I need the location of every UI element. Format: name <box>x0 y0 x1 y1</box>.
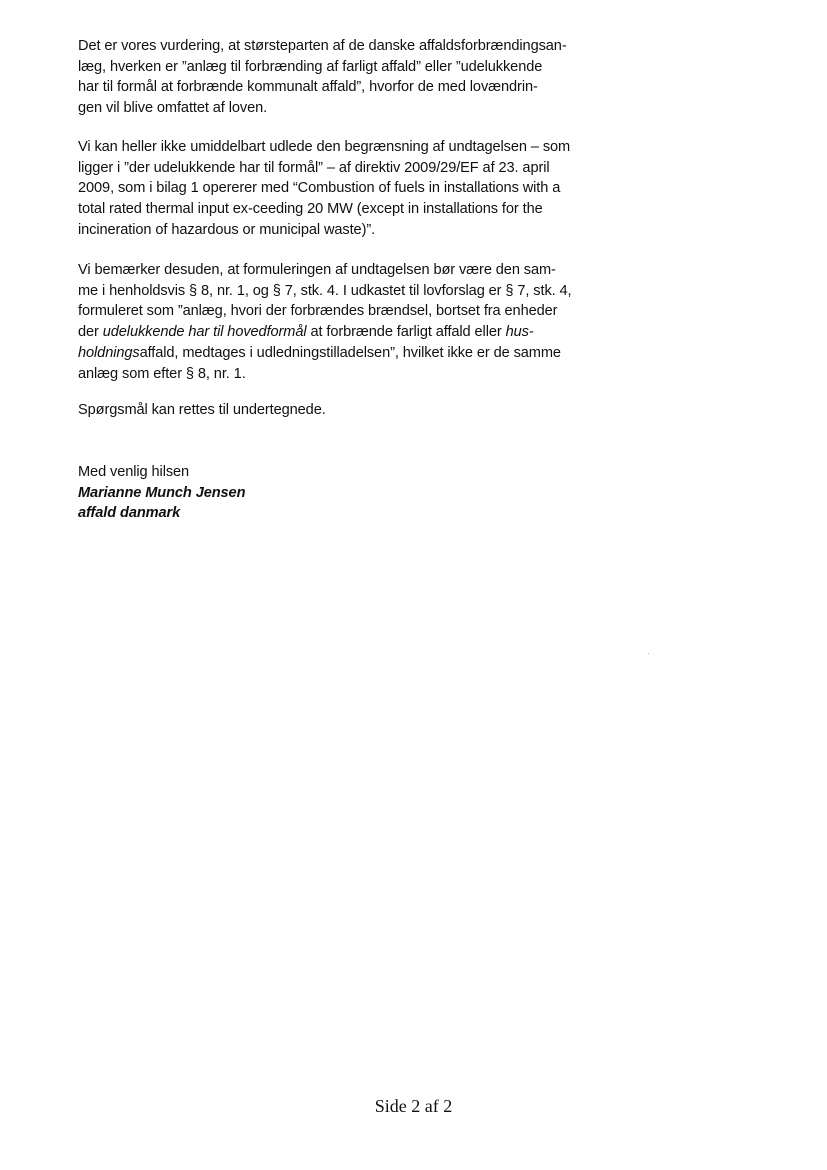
emphasis-text: holdnings <box>78 344 140 361</box>
signatory-organization: affald danmark <box>78 505 181 522</box>
paragraph-line: ligger i ”der udelukkende har til formål” – af direktiv 2009/29/EF af 23. april <box>78 159 550 176</box>
scan-artifact <box>648 653 649 654</box>
paragraph-line: total rated thermal input ex-ceeding 20 MW (except in installations for the <box>78 201 543 218</box>
paragraph-line: me i henholdsvis § 8, nr. 1, og § 7, stk. 4. I udkastet til lovforslag er § 7, stk. 4, <box>78 282 572 299</box>
paragraph-assessment <box>78 36 618 119</box>
closing-greeting: Med venlig hilsen <box>78 464 190 480</box>
paragraph-line: læg, hverken er ”anlæg til forbrænding af farligt affald” eller ”udelukkende <box>78 58 543 75</box>
paragraph-line: holdningsaffald, medtages i udledningstilladelsen”, hvilket ikke er de samme <box>78 344 561 361</box>
paragraph-line: har til formål at forbrænde kommunalt affald”, hvorfor de med lovændrin- <box>78 79 538 96</box>
paragraph-contact <box>78 400 618 421</box>
paragraph-line: anlæg som efter § 8, nr. 1. <box>78 365 246 382</box>
paragraph-wording <box>78 260 618 384</box>
paragraph-line: formuleret som ”anlæg, hvori der forbrændes brændsel, bortset fra enheder <box>78 303 558 320</box>
signature-block <box>78 462 618 524</box>
emphasis-text: hus- <box>505 324 534 341</box>
emphasis-text: udelukkende har til hovedformål <box>102 324 307 341</box>
paragraph-line: Vi kan heller ikke umiddelbart udlede den begrænsning af undtagelsen – som <box>78 139 571 155</box>
page-number: Side 2 af 2 <box>374 1096 453 1116</box>
paragraph-line: incineration of hazardous or municipal waste)”. <box>78 221 376 238</box>
paragraph-line: Det er vores vurdering, at størsteparten af de danske affaldsforbrændingsan- <box>78 38 567 54</box>
paragraph-line: gen vil blive omfattet af loven. <box>78 100 268 117</box>
paragraph-line: Spørgsmål kan rettes til undertegnede. <box>78 402 326 418</box>
paragraph-line: 2009, som i bilag 1 opererer med “Combustion of fuels in installations with a <box>78 180 561 197</box>
paragraph-directive <box>78 137 618 241</box>
paragraph-line: der udelukkende har til hovedformål at forbrænde farligt affald eller hus- <box>78 324 534 341</box>
paragraph-line: Vi bemærker desuden, at formuleringen af undtagelsen bør være den sam- <box>78 262 556 278</box>
signatory-name: Marianne Munch Jensen <box>78 484 246 501</box>
